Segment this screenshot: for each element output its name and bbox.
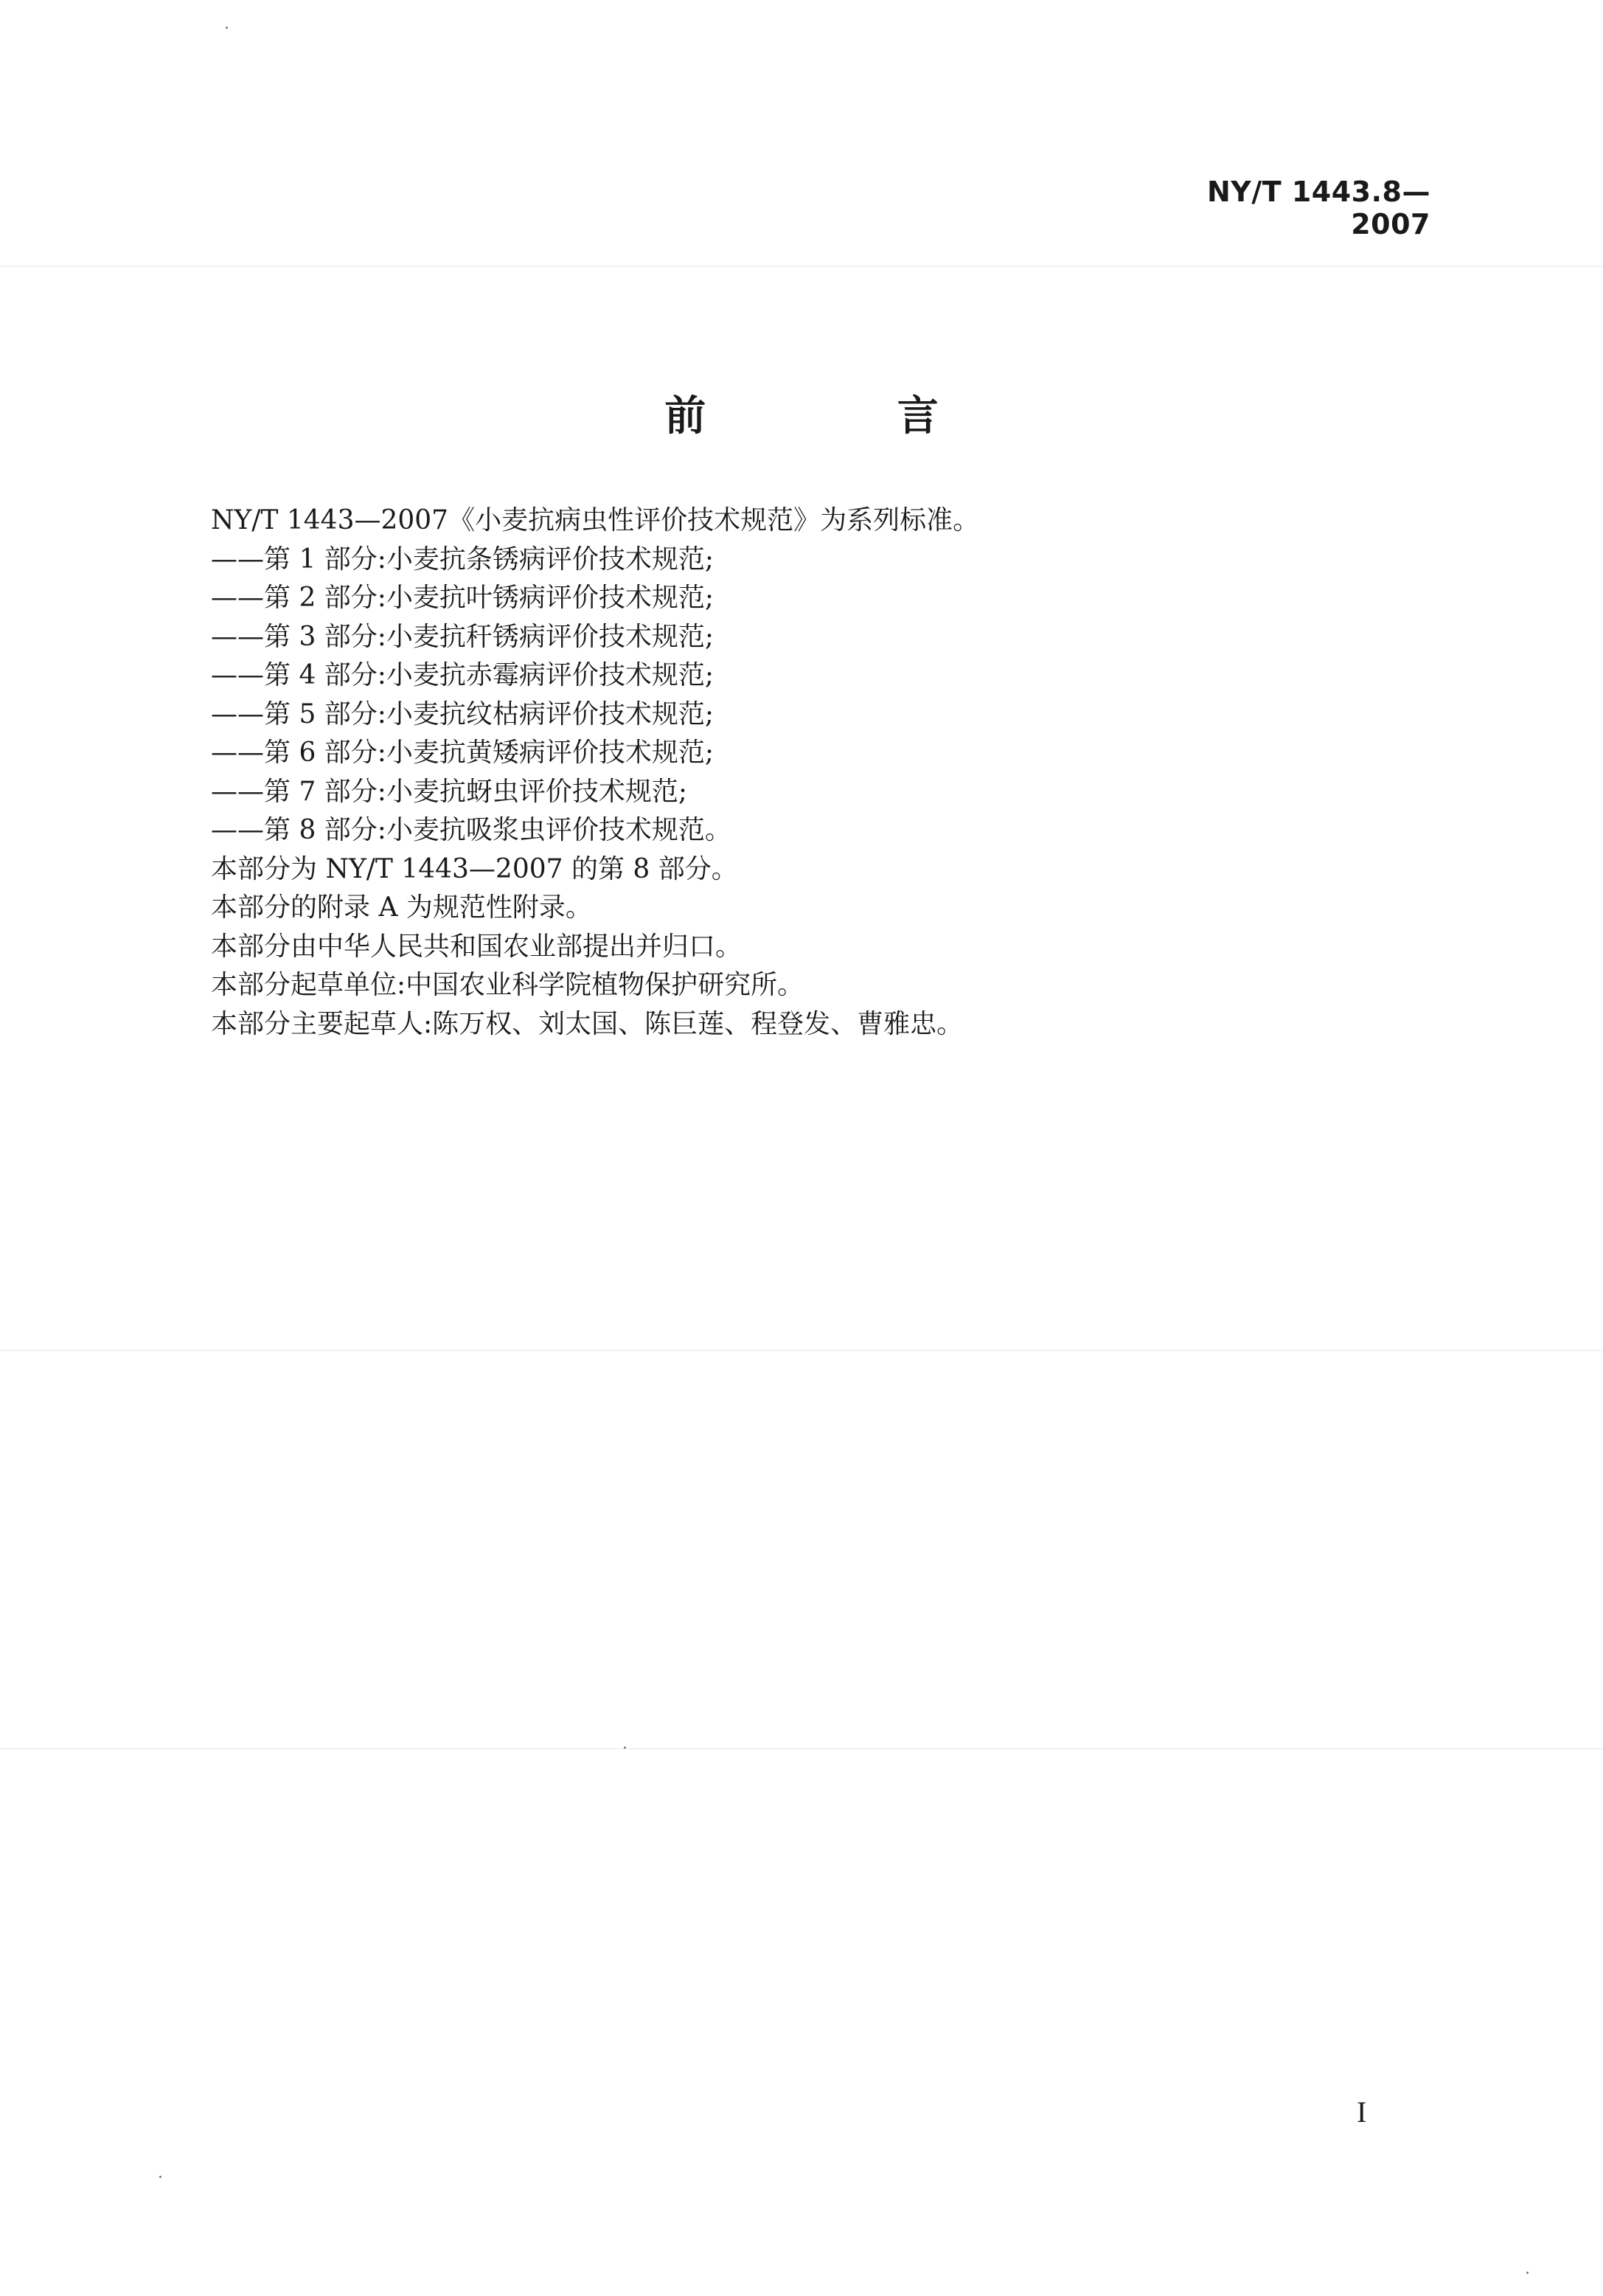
foreword-line: ——第 7 部分:小麦抗蚜虫评价技术规范; bbox=[211, 776, 688, 807]
scan-line bbox=[0, 1350, 1603, 1351]
foreword-line: NY/T 1443—2007《小麦抗病虫性评价技术规范》为系列标准。 bbox=[211, 505, 980, 535]
scan-speck bbox=[1526, 2272, 1529, 2274]
page-number: I bbox=[1357, 2095, 1367, 2129]
standard-code: NY/T 1443.8—2007 bbox=[1207, 176, 1430, 240]
scan-line bbox=[0, 266, 1603, 267]
foreword-line: ——第 6 部分:小麦抗黄矮病评价技术规范; bbox=[211, 738, 714, 768]
foreword-line: 本部分为 NY/T 1443—2007 的第 8 部分。 bbox=[211, 853, 738, 884]
foreword-line: ——第 3 部分:小麦抗秆锈病评价技术规范; bbox=[211, 621, 714, 652]
foreword-body bbox=[211, 502, 1464, 1044]
page-title: 前 言 bbox=[664, 392, 1027, 440]
scan-speck bbox=[159, 2176, 161, 2178]
foreword-line: 本部分起草单位:中国农业科学院植物保护研究所。 bbox=[211, 970, 804, 1000]
foreword-line: ——第 8 部分:小麦抗吸浆虫评价技术规范。 bbox=[211, 815, 731, 845]
foreword-line: 本部分主要起草人:陈万权、刘太国、陈巨莲、程登发、曹雅忠。 bbox=[211, 1008, 964, 1039]
foreword-line: ——第 4 部分:小麦抗赤霉病评价技术规范; bbox=[211, 660, 714, 690]
scan-line bbox=[0, 1748, 1603, 1749]
foreword-line: ——第 1 部分:小麦抗条锈病评价技术规范; bbox=[211, 544, 714, 575]
foreword-line: ——第 2 部分:小麦抗叶锈病评价技术规范; bbox=[211, 583, 714, 613]
scan-speck bbox=[226, 27, 228, 29]
foreword-line: 本部分的附录 A 为规范性附录。 bbox=[211, 892, 592, 923]
foreword-line: 本部分由中华人民共和国农业部提出并归口。 bbox=[211, 931, 743, 962]
foreword-line: ——第 5 部分:小麦抗纹枯病评价技术规范; bbox=[211, 698, 714, 729]
scan-speck bbox=[624, 1747, 626, 1749]
